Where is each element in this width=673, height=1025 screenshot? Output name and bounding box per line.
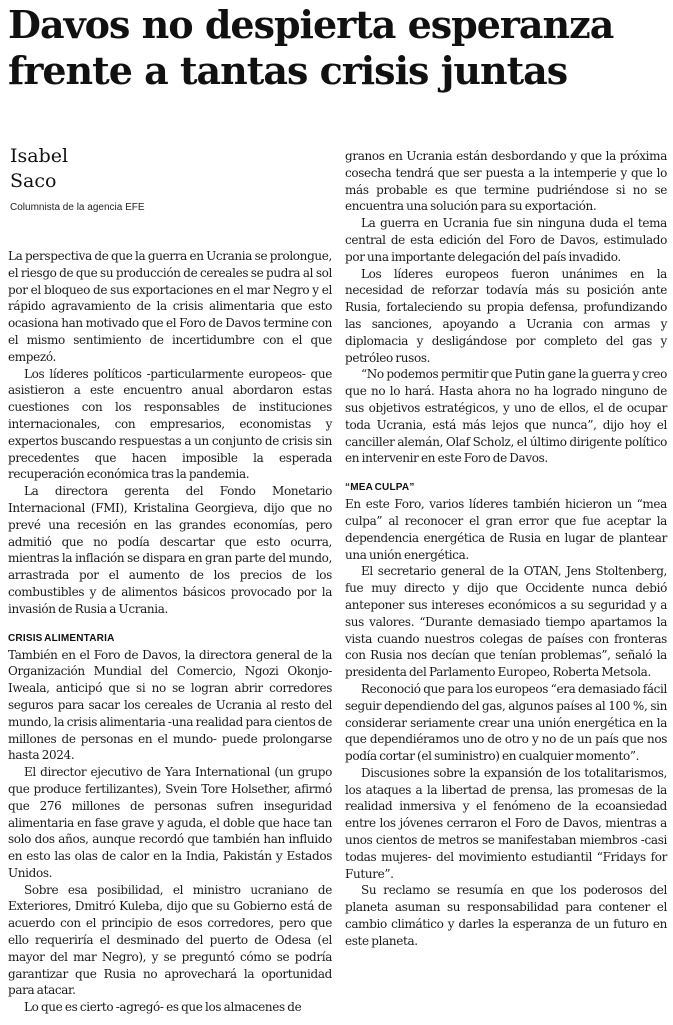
paragraph: La perspectiva de que la guerra en Ucrania se prolongue, el riesgo de que su producción de cereales se pudra al sol por el bloqueo de sus exportaciones en el mar Negro y el rápido agravamiento de la crisis alimentaria que esto ocasiona han motivado que el Foro de Davos termine con el mismo sentimiento de incertidumbre con el que empezó. [8, 249, 332, 364]
author-first-name: Isabel [10, 145, 69, 167]
paragraph: La directora gerenta del Fondo Monetario Internacional (FMI), Kristalina Georgieva, dijo que no prevé una recesión en las grandes economías, pero admitió que no podía descartar que esto ocurra, mientras la inflación se dispara en gran parte del mundo, arrastrada por el aumento de los precios de los combustibles y de alimentos básicos provocado por la invasión de Rusia a Ucrania. [8, 484, 332, 616]
author-name [10, 144, 330, 194]
headline-line: Davos no despierta esperanza [8, 2, 614, 47]
left-column [8, 248, 332, 1016]
paragraph: Su reclamo se resumía en que los poderosos del planeta asuman su responsabilidad para contener el cambio climático y darles la esperanza de un futuro en este planeta. [345, 883, 667, 948]
article-headline [8, 2, 668, 94]
paragraph: El secretario general de la OTAN, Jens Stoltenberg, fue muy directo y dijo que Occidente nunca debió anteponer sus intereses económicos a su seguridad y a sus valores. “Durante demasiado tiempo apartamos la vista cuando nuestros colegas de países con fronteras con Rusia nos decían que tenían problemas”, señaló la presidenta del Parlamento Europeo, Roberta Metsola. [345, 564, 667, 680]
paragraph: Lo que es cierto -agregó- es que los almacenes de [24, 1000, 302, 1015]
paragraph: También en el Foro de Davos, la directora general de la Organización Mundial del Comercio, Ngozi Okonjo-Iweala, anticipó que si no se logran abrir corredores seguros para sacar los cereales de Ucrania al resto del mundo, la crisis alimentaria -una realidad para cientos de millones de personas en el mundo- puede prolongarse hasta 2024. [8, 647, 332, 763]
section-subhead: “MEA CULPA” [345, 482, 415, 494]
headline-line: frente a tantas crisis juntas [8, 48, 568, 93]
paragraph: Los líderes europeos fueron unánimes en la necesidad de reforzar todavía más su posición ante Rusia, fortaleciendo su propia defensa, profundizando las sanciones, apoyando a Ucrania con armas y diplomacia y desligándose por completo del gas y petróleo rusos. [345, 266, 667, 365]
right-column [345, 148, 667, 950]
paragraph: Sobre esa posibilidad, el ministro ucraniano de Exteriores, Dmitró Kuleba, dijo que su Gobierno está de acuerdo con el principio de esos corredores, pero que ello requeriría el desminado del puerto de Odesa (el mayor del mar Negro), y se preguntó cómo se podría garantizar que Rusia no aprovechará la oportunidad para atacar. [8, 882, 332, 998]
paragraph: “No podemos permitir que Putin gane la guerra y creo que no lo hará. Hasta ahora no ha logrado ninguno de sus objetivos estratégicos, y uno de ellos, el de ocupar toda Ucrania, está más lejos que nunca”, dijo hoy el canciller alemán, Olaf Scholz, el último dirigente político en intervenir en este Foro de Davos. [345, 367, 667, 466]
paragraph: Los líderes políticos -particularmente europeos- que asistieron a este encuentro anual abordaron estas cuestiones con los responsables de instituciones internacionales, con empresarios, economistas y expertos buscando respuestas a un conjunto de crisis sin precedentes que hacen imposible la esperada recuperación económica tras la pandemia. [8, 366, 332, 482]
paragraph: granos en Ucrania están desbordando y que la próxima cosecha tendrá que ser puesta a la intemperie y que lo más probable es que termine pudriéndose si no se encuentra una solución para su exportación. [345, 149, 667, 214]
paragraph: La guerra en Ucrania fue sin ninguna duda el tema central de esta edición del Foro de Davos, estimulado por una importante delegación del país invadido. [345, 216, 667, 264]
paragraph: Reconoció que para los europeos “era demasiado fácil seguir dependiendo del gas, algunos países al 100 %, sin considerar seriamente crear una unión energética en la que dependiéramos uno de otro y no de un país que nos podía cortar (el suministro) en cualquier momento”. [345, 681, 667, 764]
paragraph: En este Foro, varios líderes también hicieron un “mea culpa” al reconocer el gran error que fue aceptar la dependencia energética de Rusia en lugar de plantear una unión energética. [345, 497, 667, 562]
author-role: Columnista de la agencia EFE [10, 202, 145, 213]
paragraph: El director ejecutivo de Yara International (un grupo que produce fertilizantes), Svein Tore Holsether, afirmó que 276 millones de personas sufren inseguridad alimentaria en fase grave y aguda, el doble que hace tan solo dos años, aunque recordó que también han influido en esto las olas de calor en la India, Pakistán y Estados Unidos. [8, 765, 332, 880]
section-subhead: CRISIS ALIMENTARIA [8, 632, 115, 644]
author-last-name: Saco [10, 170, 57, 192]
paragraph: Discusiones sobre la expansión de los totalitarismos, los ataques a la libertad de prensa, las promesas de la realidad inmersiva y el fenómeno de la ecoansiedad entre los jóvenes cerraron el Foro de Davos, mientras a unos cientos de metros se manifestaban miembros -casi todas mujeres- del movimiento estudiantil “Fridays for Future”. [345, 765, 667, 881]
